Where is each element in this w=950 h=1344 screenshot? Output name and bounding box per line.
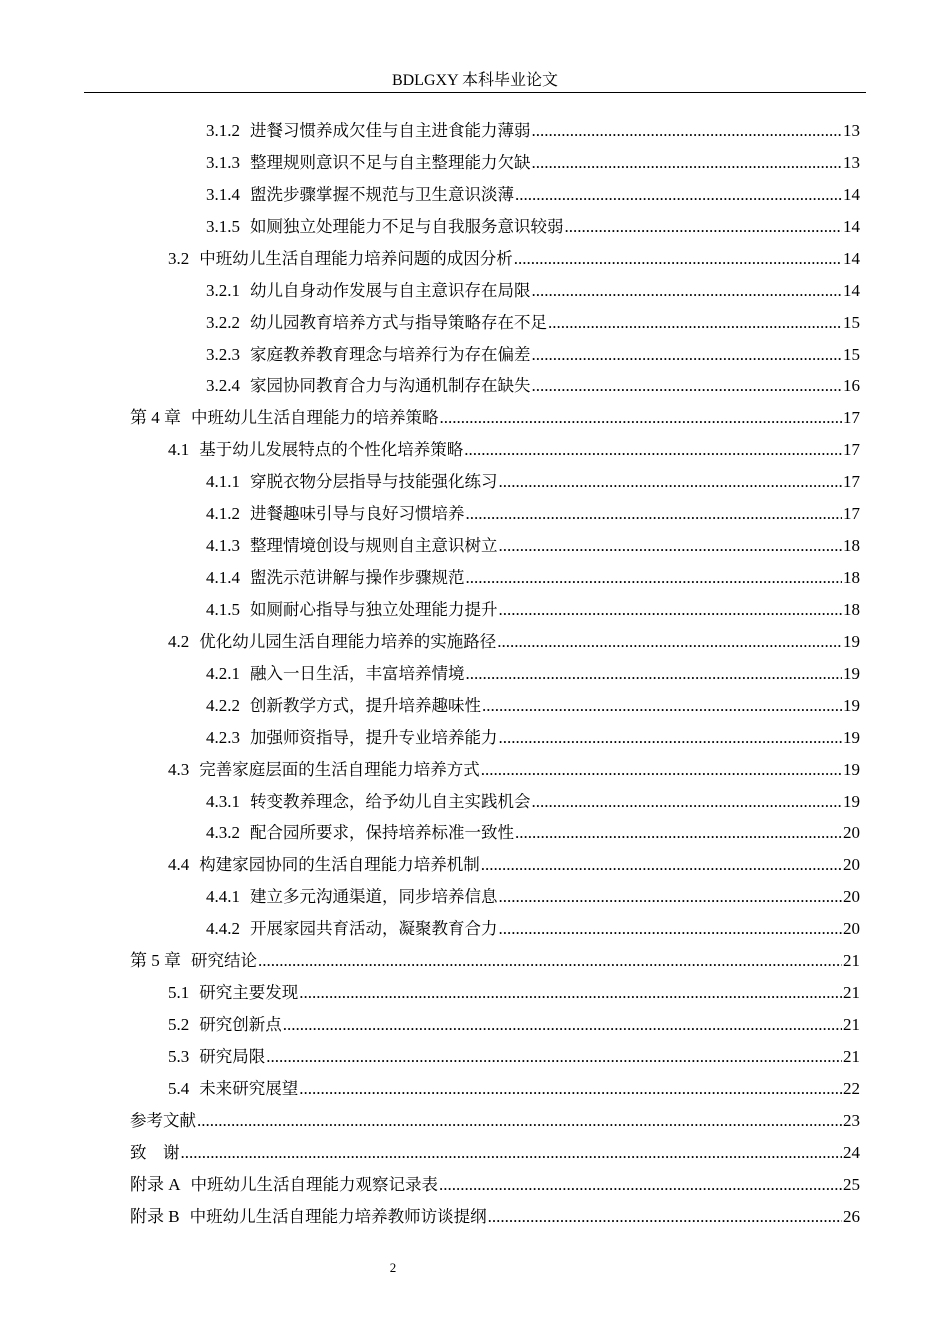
toc-entry-number: 4.3.1: [206, 791, 240, 811]
toc-entry-page: 13: [843, 121, 860, 140]
toc-dot-leader: [497, 629, 842, 655]
toc-entry[interactable]: [168, 1044, 860, 1070]
toc-entry-title: 中班幼儿生活自理能力培养问题的成因分析: [199, 248, 513, 268]
toc-entry-number: 5.2: [168, 1015, 190, 1035]
toc-entry-title: 开展家园共育活动，凝聚教育合力: [250, 919, 498, 939]
toc-entry-title: 完善家庭层面的生活自理能力培养方式: [199, 759, 480, 779]
toc-entry-page: 14: [843, 248, 860, 268]
toc-entry[interactable]: [168, 852, 860, 878]
toc-dot-leader: [532, 118, 843, 144]
toc-dot-leader: [514, 246, 842, 272]
toc-entry[interactable]: [168, 980, 860, 1006]
toc-dot-leader: [481, 852, 842, 878]
toc-dot-leader: [466, 565, 843, 591]
toc-dot-leader: [532, 373, 843, 399]
toc-entry-page: 20: [843, 887, 860, 907]
toc-entry-number: 附录 A: [130, 1174, 181, 1194]
toc-entry-number: 3.2.3: [206, 344, 240, 364]
toc-entry-number: 4.2.2: [206, 695, 240, 715]
toc-entry-number: 4.1.5: [206, 599, 240, 619]
toc-entry-title: 未来研究展望: [199, 1078, 299, 1098]
toc-dot-leader: [439, 1172, 842, 1198]
toc-entry-title: 盥洗步骤掌握不规范与卫生意识淡薄: [250, 184, 514, 204]
toc-dot-leader: [499, 725, 843, 751]
toc-entry-number: 4.3: [168, 759, 190, 779]
toc-entry-title: 研究创新点: [199, 1015, 282, 1035]
toc-entry-page: 22: [843, 1078, 860, 1098]
toc-entry[interactable]: [168, 246, 860, 272]
toc-entry-page: 14: [843, 216, 860, 236]
toc-entry-title: 家园协同教育合力与沟通机制存在缺失: [250, 376, 531, 396]
toc-dot-leader: [299, 980, 842, 1006]
toc-dot-leader: [532, 789, 843, 815]
toc-entry[interactable]: [130, 1140, 860, 1166]
toc-entry-page: 21: [843, 983, 860, 1003]
toc-dot-leader: [181, 1140, 843, 1166]
toc-entry[interactable]: [206, 469, 860, 495]
toc-entry-number: 4.4: [168, 855, 190, 875]
toc-entry-page: 17: [843, 504, 860, 524]
toc-entry[interactable]: [206, 310, 860, 336]
toc-entry-page: 19: [843, 695, 860, 715]
toc-dot-leader: [499, 916, 843, 942]
toc-dot-leader: [299, 1076, 842, 1102]
toc-entry-title: 参考文献: [130, 1110, 196, 1130]
toc-dot-leader: [532, 342, 843, 368]
toc-entry[interactable]: [130, 948, 860, 974]
page-number: 2: [389, 1260, 397, 1275]
toc-entry[interactable]: [206, 214, 860, 240]
toc-entry-number: 3.2.2: [206, 312, 240, 332]
toc-entry-page: 19: [843, 759, 860, 779]
toc-entry-page: 21: [843, 951, 860, 971]
toc-entry-number: 3.1.4: [206, 184, 240, 204]
toc-entry-number: 5.4: [168, 1078, 190, 1098]
toc-entry-title: 家庭教养教育理念与培养行为存在偏差: [250, 344, 531, 364]
toc-entry-title: 进餐习惯养成欠佳与自主进食能力薄弱: [250, 121, 531, 140]
toc-entry-number: 3.2: [168, 248, 190, 268]
toc-entry-number: 4.2.1: [206, 663, 240, 683]
toc-entry-page: 20: [843, 823, 860, 843]
toc-entry-number: 4.1.3: [206, 536, 240, 556]
toc-entry[interactable]: [206, 725, 860, 751]
toc-dot-leader: [266, 1044, 842, 1070]
toc-entry[interactable]: [168, 757, 860, 783]
toc-entry-number: 5.1: [168, 983, 190, 1003]
toc-entry-page: 17: [843, 472, 860, 492]
toc-entry-title: 配合园所要求，保持培养标准一致性: [250, 823, 514, 843]
toc-entry-title: 研究结论: [191, 951, 257, 971]
toc-entry-title: 建立多元沟通渠道，同步培养信息: [250, 887, 498, 907]
toc-entry-number: 4.2: [168, 631, 190, 651]
toc-dot-leader: [565, 214, 843, 240]
toc-entry-page: 19: [843, 663, 860, 683]
toc-entry[interactable]: [168, 629, 860, 655]
toc-entry-page: 23: [843, 1110, 860, 1130]
toc-entry[interactable]: [206, 597, 860, 623]
toc-entry[interactable]: [206, 150, 860, 176]
toc-entry-number: 3.1.2: [206, 121, 240, 140]
toc-entry-title: 整理规则意识不足与自主整理能力欠缺: [250, 152, 531, 172]
toc-entry-number: 5.3: [168, 1046, 190, 1066]
toc-entry-number: 4.1.2: [206, 504, 240, 524]
toc-dot-leader: [258, 948, 842, 974]
toc-dot-leader: [499, 533, 843, 559]
toc-dot-leader: [499, 469, 843, 495]
toc-dot-leader: [197, 1108, 842, 1134]
toc-entry-title: 幼儿自身动作发展与自主意识存在局限: [250, 280, 531, 300]
toc-entry-page: 15: [843, 312, 860, 332]
toc-entry-number: 4.4.1: [206, 887, 240, 907]
toc-entry[interactable]: [206, 565, 860, 591]
toc-entry-page: 18: [843, 536, 860, 556]
toc-entry[interactable]: [130, 1172, 860, 1198]
toc-entry-title: 研究局限: [199, 1046, 266, 1066]
toc-entry[interactable]: [206, 533, 860, 559]
toc-entry-page: 13: [843, 152, 860, 172]
toc-entry-number: 附录 B: [130, 1206, 180, 1226]
toc-entry[interactable]: [206, 916, 860, 942]
toc-entry[interactable]: [206, 118, 860, 144]
toc-entry-title: 中班幼儿生活自理能力培养教师访谈提纲: [189, 1206, 487, 1226]
toc-entry-page: 17: [843, 408, 860, 428]
toc-entry[interactable]: [130, 1108, 860, 1134]
toc-entry-title: 整理情境创设与规则自主意识树立: [250, 536, 498, 556]
toc-dot-leader: [499, 884, 843, 910]
toc-entry[interactable]: [130, 1204, 860, 1230]
toc-entry-title: 中班幼儿生活自理能力的培养策略: [191, 408, 439, 428]
toc-entry[interactable]: [206, 342, 860, 368]
toc-entry-page: 15: [843, 344, 860, 364]
toc-entry-number: 4.1.1: [206, 472, 240, 492]
toc-entry-page: 26: [843, 1206, 860, 1226]
toc-entry-title: 如厕耐心指导与独立处理能力提升: [250, 599, 498, 619]
toc-entry-title: 如厕独立处理能力不足与自我服务意识较弱: [250, 216, 564, 236]
toc-entry-page: 16: [843, 376, 860, 396]
toc-entry-page: 20: [843, 855, 860, 875]
toc-dot-leader: [488, 1204, 842, 1230]
toc-dot-leader: [440, 405, 843, 431]
toc-entry-number: 3.2.4: [206, 376, 240, 396]
toc-entry-title: 中班幼儿生活自理能力观察记录表: [190, 1174, 439, 1194]
toc-entry[interactable]: [206, 501, 860, 527]
toc-dot-leader: [499, 597, 843, 623]
toc-entry-title: 穿脱衣物分层指导与技能强化练习: [250, 472, 498, 492]
toc-dot-leader: [532, 278, 843, 304]
running-header: BDLGXY 本科毕业论文: [391, 72, 559, 89]
toc-entry-title: 加强师资指导，提升专业培养能力: [250, 727, 498, 747]
toc-entry[interactable]: [168, 1012, 860, 1038]
toc-entry-title: 创新教学方式，提升培养趣味性: [250, 695, 481, 715]
toc-entry[interactable]: [206, 884, 860, 910]
toc-entry-number: 3.2.1: [206, 280, 240, 300]
toc-entry-number: 4.2.3: [206, 727, 240, 747]
toc-entry-title: 致 谢: [130, 1142, 180, 1162]
toc-entry-number: 4.3.2: [206, 823, 240, 843]
toc-dot-leader: [548, 310, 842, 336]
toc-entry-title: 构建家园协同的生活自理能力培养机制: [199, 855, 480, 875]
toc-entry-page: 19: [843, 631, 860, 651]
toc-dot-leader: [466, 661, 843, 687]
toc-entry-page: 18: [843, 599, 860, 619]
toc-dot-leader: [515, 182, 842, 208]
toc-entry-title: 盥洗示范讲解与操作步骤规范: [250, 568, 465, 588]
toc-entry-page: 14: [843, 184, 860, 204]
toc-entry-number: 3.1.3: [206, 152, 240, 172]
toc-entry-number: 4.1.4: [206, 568, 240, 588]
toc-entry-title: 优化幼儿园生活自理能力培养的实施路径: [199, 631, 497, 651]
toc-entry-title: 进餐趣味引导与良好习惯培养: [250, 504, 465, 524]
toc-entry[interactable]: [206, 789, 860, 815]
toc-dot-leader: [515, 820, 842, 846]
toc-entry-page: 19: [843, 727, 860, 747]
toc-dot-leader: [481, 757, 842, 783]
toc-entry[interactable]: [206, 693, 860, 719]
toc-entry[interactable]: [206, 373, 860, 399]
toc-entry-title: 融入一日生活，丰富培养情境: [250, 663, 465, 683]
toc-dot-leader: [532, 150, 843, 176]
toc-entry-page: 21: [843, 1015, 860, 1035]
toc-entry-number: 第 5 章: [130, 951, 181, 971]
toc-dot-leader: [482, 693, 842, 719]
toc-entry[interactable]: [206, 661, 860, 687]
toc-entry-title: 幼儿园教育培养方式与指导策略存在不足: [250, 312, 547, 332]
toc-entry-number: 4.1: [168, 440, 190, 460]
toc-entry-title: 转变教养理念，给予幼儿自主实践机会: [250, 791, 531, 811]
toc-entry-number: 3.1.5: [206, 216, 240, 236]
toc-entry-page: 24: [843, 1142, 860, 1162]
toc-entry-page: 19: [843, 791, 860, 811]
toc-dot-leader: [464, 437, 842, 463]
toc-entry[interactable]: [206, 278, 860, 304]
toc-entry[interactable]: [168, 1076, 860, 1102]
toc-entry-page: 17: [843, 440, 860, 460]
toc-entry-page: 18: [843, 568, 860, 588]
toc-entry-page: 14: [843, 280, 860, 300]
toc-dot-leader: [466, 501, 843, 527]
toc-entry[interactable]: [168, 437, 860, 463]
toc-entry-number: 第 4 章: [130, 408, 181, 428]
toc-dot-leader: [283, 1012, 842, 1038]
toc-entry[interactable]: [206, 820, 860, 846]
toc-entry[interactable]: [130, 405, 860, 431]
toc-entry-page: 20: [843, 919, 860, 939]
toc-entry-title: 基于幼儿发展特点的个性化培养策略: [199, 440, 464, 460]
toc-entry-page: 21: [843, 1046, 860, 1066]
toc-entry-number: 4.4.2: [206, 919, 240, 939]
toc-entry-title: 研究主要发现: [199, 983, 299, 1003]
toc-entry-page: 25: [843, 1174, 860, 1194]
toc-entry[interactable]: [206, 182, 860, 208]
